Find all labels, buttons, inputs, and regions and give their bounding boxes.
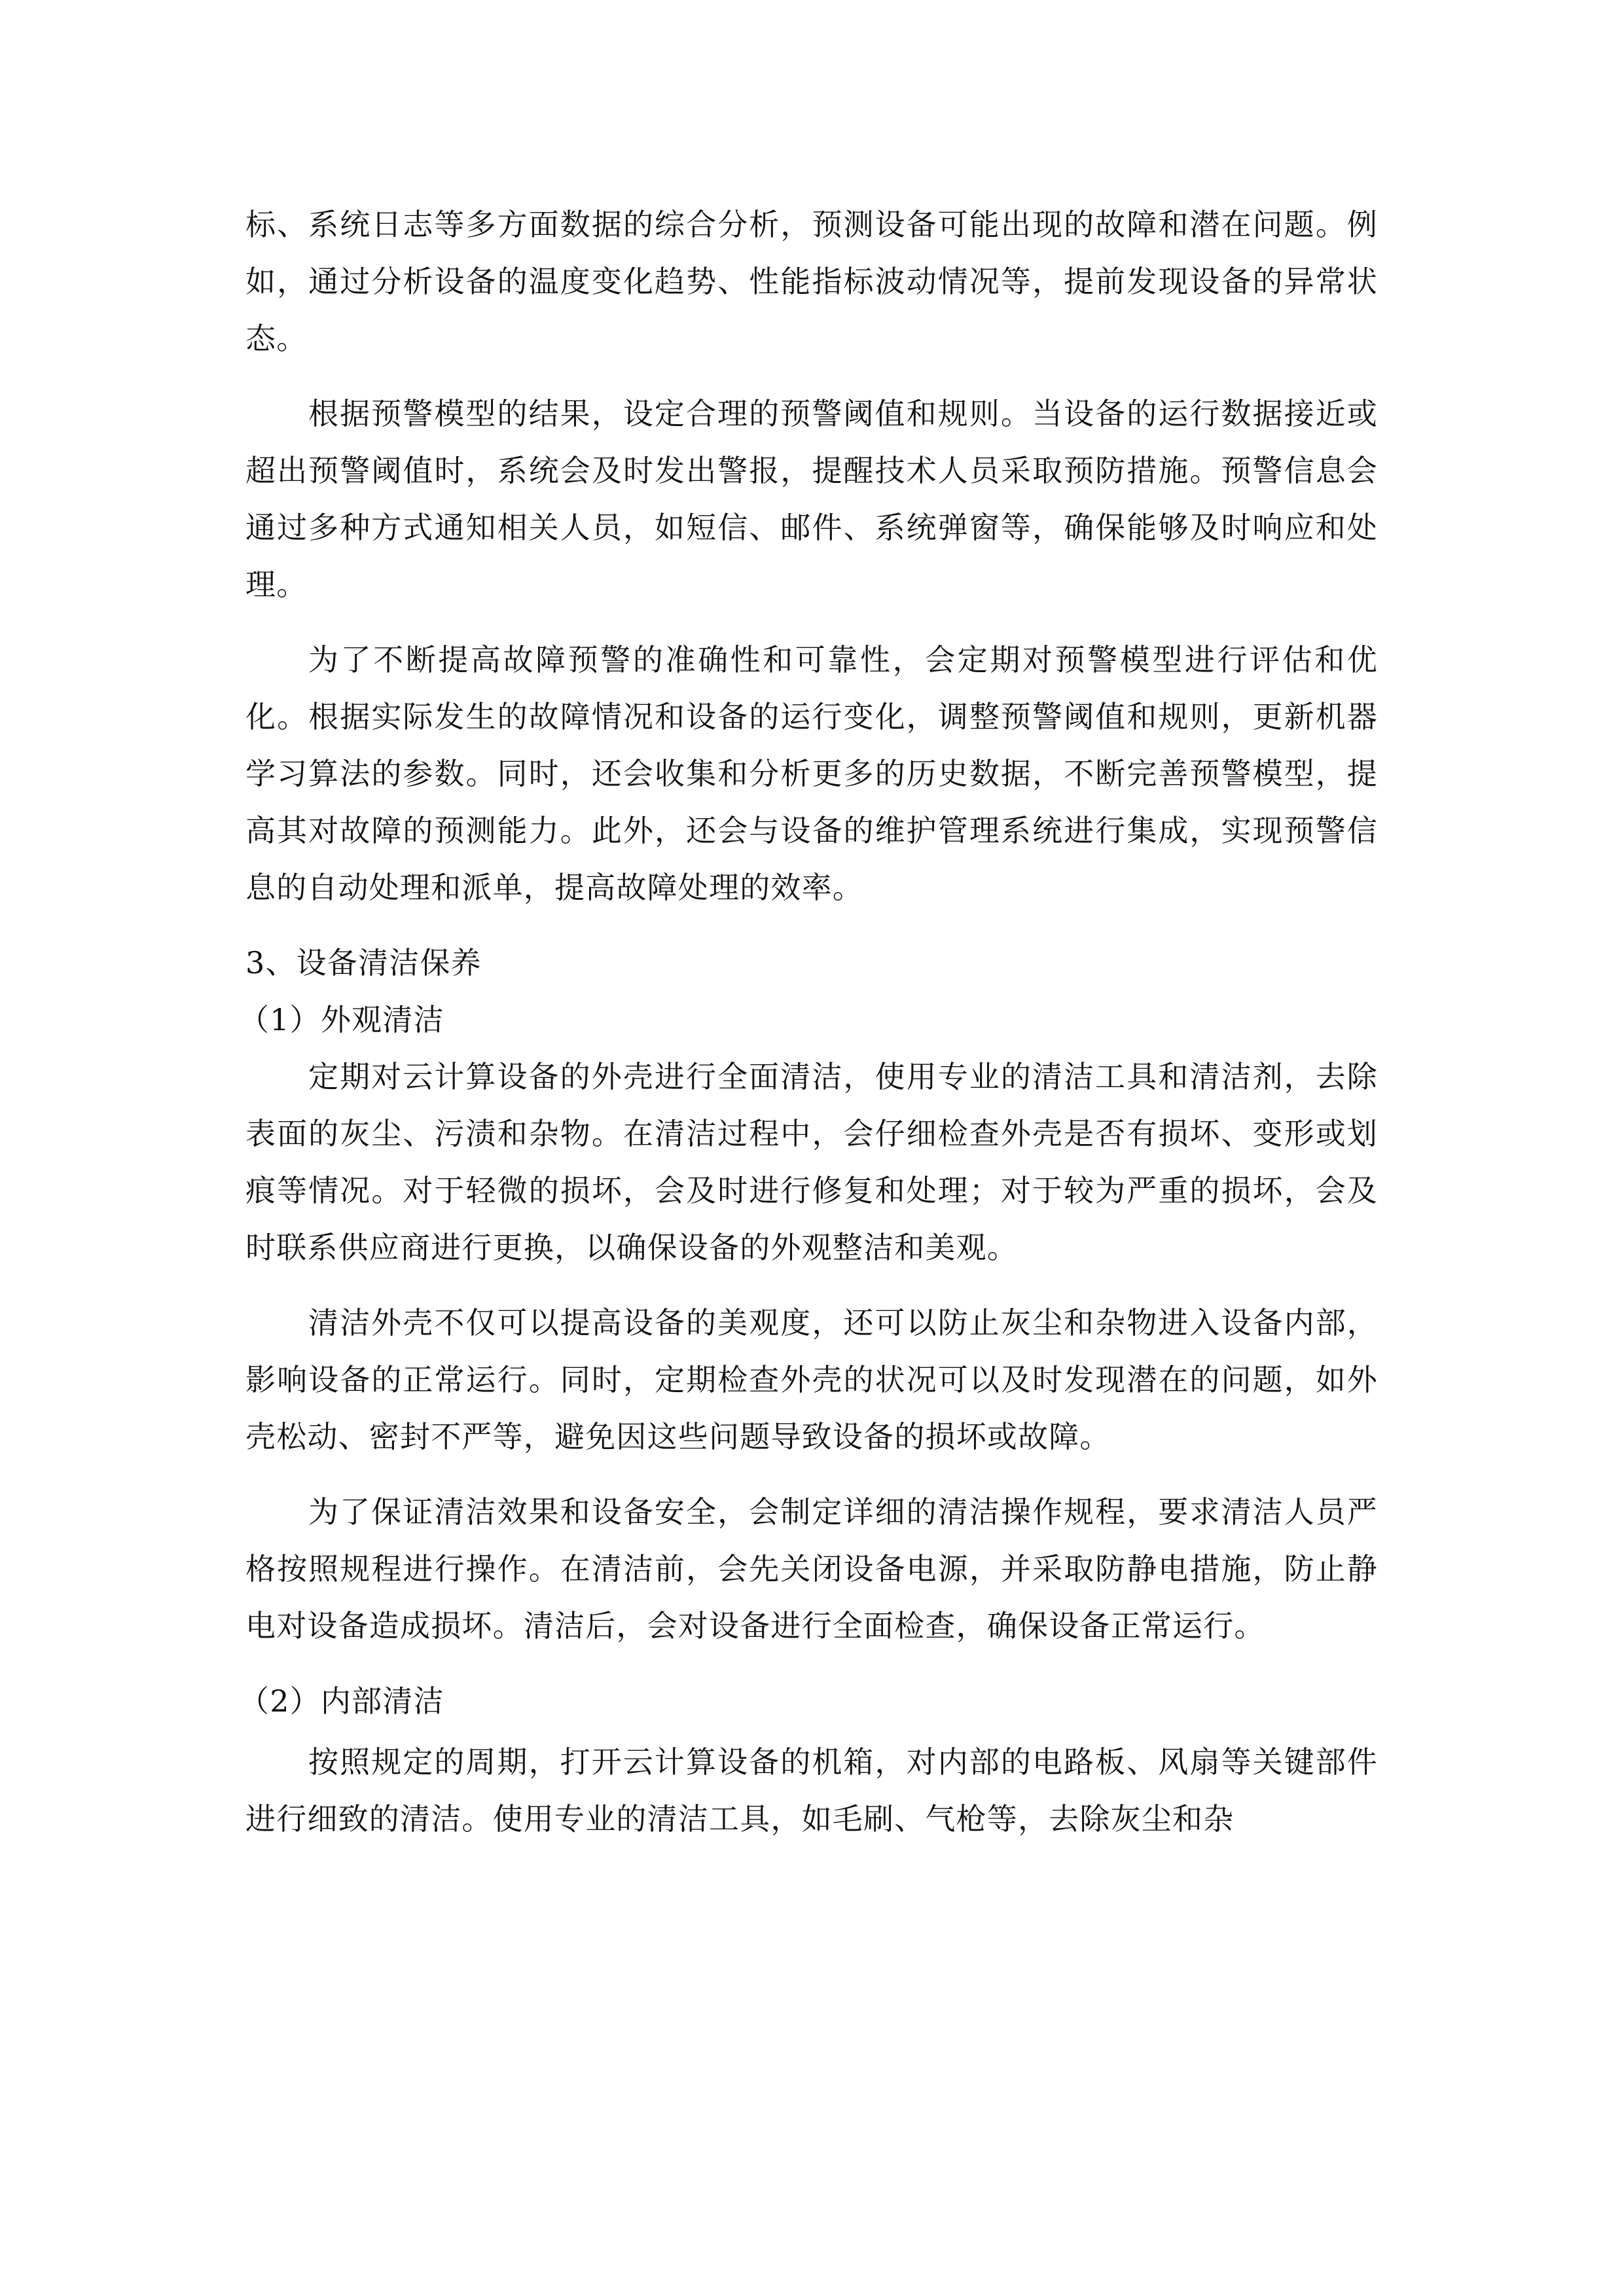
paragraph-gap (245, 367, 1378, 386)
section-heading-cleaning: 3、设备清洁保养 (245, 945, 482, 980)
paragraph-continued: 标、系统日志等多方面数据的综合分析，预测设备可能出现的故障和潜在问题。例如，通过分析设备的温度变化趋势、性能指标波动情况等，提前发现设备的异常状态。 (245, 207, 1378, 356)
paragraph-model-optimization: 为了不断提高故障预警的准确性和可靠性，会定期对预警模型进行评估和优化。根据实际发生的故障情况和设备的运行变化，调整预警阈值和规则，更新机器学习算法的参数。同时，还会收集和分析更多的历史数据，不断完善预警模型，提高其对故障的预测能力。此外，还会与设备的维护管理系统进行集成，实现预警信息的自动处理和派单，提高故障处理的效率。 (245, 642, 1378, 905)
paragraph-exterior-cleaning: 定期对云计算设备的外壳进行全面清洁，使用专业的清洁工具和清洁剂，去除表面的灰尘、污渍和杂物。在清洁过程中，会仔细检查外壳是否有损坏、变形或划痕等情况。对于轻微的损坏，会及时进行修复和处理；对于较为严重的损坏，会及时联系供应商进行更换，以确保设备的外观整洁和美观。 (245, 1059, 1378, 1265)
paragraph-gap (245, 916, 1378, 935)
paragraph-internal-cleaning: 按照规定的周期，打开云计算设备的机箱，对内部的电路板、风扇等关键部件进行细致的清洁。使用专业的清洁工具，如毛刷、气枪等，去除灰尘和杂 (245, 1744, 1378, 1837)
paragraph-gap (245, 1465, 1378, 1484)
paragraph-gap (245, 613, 1378, 632)
document-body (239, 196, 1378, 1848)
paragraph-exterior-benefits: 清洁外壳不仅可以提高设备的美观度，还可以防止灰尘和杂物进入设备内部，影响设备的正常运行。同时，定期检查外壳的状况可以及时发现潜在的问题，如外壳松动、密封不严等，避免因这些问题导致设备的损坏或故障。 (245, 1305, 1378, 1454)
paragraph-gap (245, 1655, 1378, 1673)
paragraph-alert-thresholds: 根据预警模型的结果，设定合理的预警阈值和规则。当设备的运行数据接近或超出预警阈值时，系统会及时发出警报，提醒技术人员采取预防措施。预警信息会通过多种方式通知相关人员，如短信、邮件、系统弹窗等，确保能够及时响应和处理。 (245, 396, 1378, 602)
paragraph-gap (245, 1276, 1378, 1295)
paragraph-cleaning-procedure: 为了保证清洁效果和设备安全，会制定详细的清洁操作规程，要求清洁人员严格按照规程进行操作。在清洁前，会先关闭设备电源，并采取防静电措施，防止静电对设备造成损坏。清洁后，会对设备进行全面检查，确保设备正常运行。 (245, 1494, 1378, 1643)
subheading-internal-cleaning: （2）内部清洁 (239, 1683, 444, 1719)
subheading-exterior-cleaning: （1）外观清洁 (239, 1002, 444, 1037)
